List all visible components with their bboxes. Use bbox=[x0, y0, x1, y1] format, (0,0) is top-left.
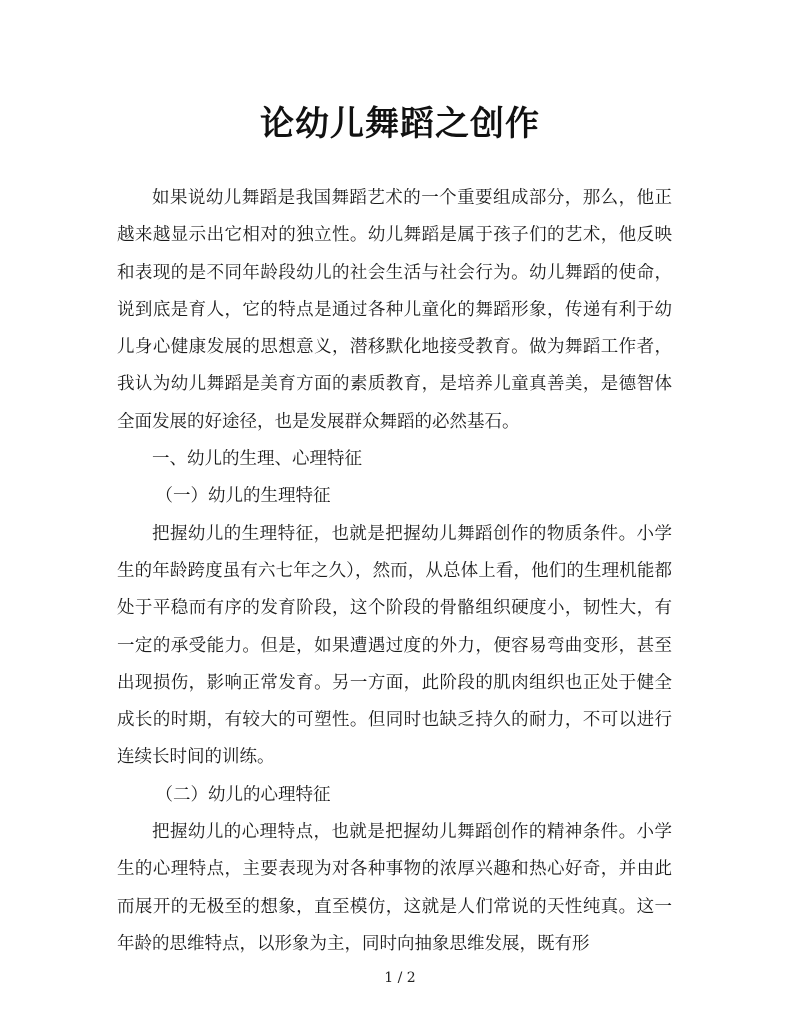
subsection-heading-psychology: （二）幼儿的心理特征 bbox=[155, 784, 331, 805]
page-number: 1 / 2 bbox=[384, 970, 416, 986]
paragraph-psychology: 把握幼儿的心理特点，也就是把握幼儿舞蹈创作的精神条件。小学生的心理特点，主要表现为对各种事物的浓厚兴趣和热心好奇，并由此而展开的无极至的想象，直至模仿，这就是人们常说的天性纯真。这一年龄的思维特点，以形象为主，同时向抽象思维发展，既有形 bbox=[117, 822, 672, 954]
paragraph-physiology: 把握幼儿的生理特征，也就是把握幼儿舞蹈创作的物质条件。小学生的年龄跨度虽有六七年之久），然而，从总体上看，他们的生理机能都处于平稳而有序的发育阶段，这个阶段的骨骼组织硬度小，韧性大，有一定的承受能力。但是，如果遭遇过度的外力，便容易弯曲变形，甚至出现损伤，影响正常发育。另一方面，此阶段的肌肉组织也正处于健全成长的时期，有较大的可塑性。但同时也缺乏持久的耐力，不可以进行连续长时间的训练。 bbox=[117, 523, 672, 768]
document-body bbox=[117, 180, 672, 963]
section-heading-1: 一、幼儿的生理、心理特征 bbox=[152, 449, 362, 470]
paragraph-intro: 如果说幼儿舞蹈是我国舞蹈艺术的一个重要组成部分，那么，他正越来越显示出它相对的独立性。幼儿舞蹈是属于孩子们的艺术，他反映和表现的是不同年龄段幼儿的社会生活与社会行为。幼儿舞蹈的使命，说到底是育人，它的特点是通过各种儿童化的舞蹈形象，传递有利于幼儿身心健康发展的思想意义，潜移默化地接受教育。做为舞蹈工作者，我认为幼儿舞蹈是美育方面的素质教育，是培养儿童真善美，是德智体全面发展的好途径，也是发展群众舞蹈的必然基石。 bbox=[117, 188, 672, 432]
document-title: 论幼儿舞蹈之创作 bbox=[260, 104, 540, 144]
subsection-heading-physiology: （一）幼儿的生理特征 bbox=[155, 486, 331, 507]
